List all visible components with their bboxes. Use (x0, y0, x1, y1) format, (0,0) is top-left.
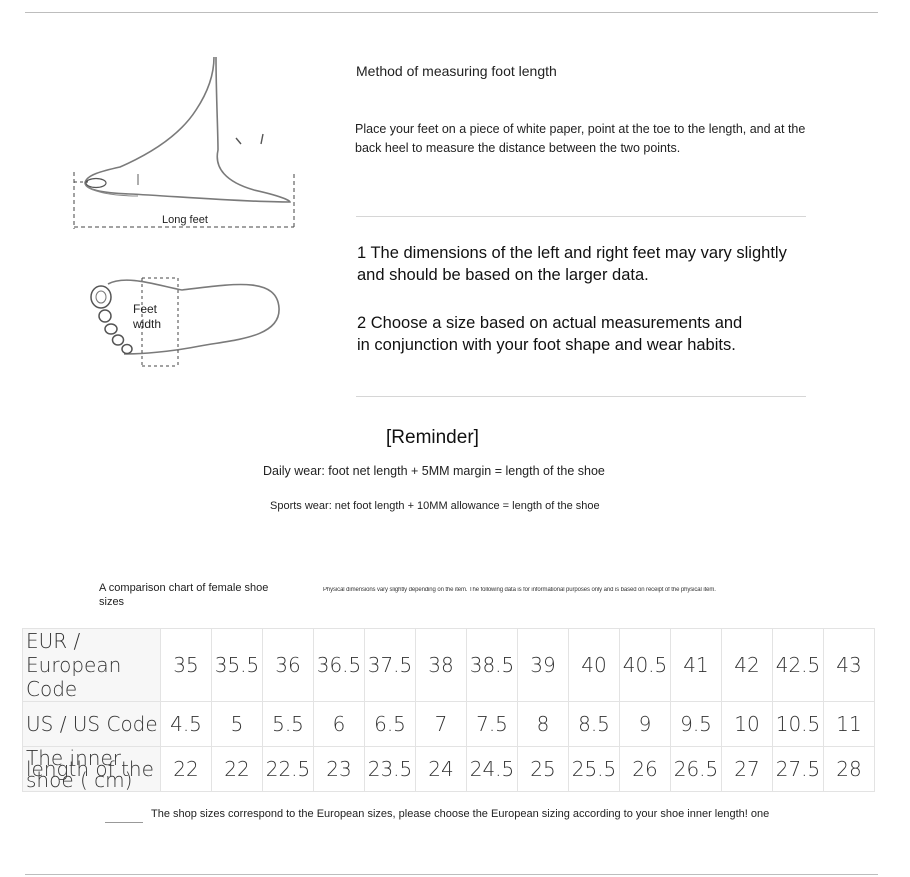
table-cell: 23.5 (365, 747, 416, 792)
feet-width-label-line1: Feet (133, 302, 158, 316)
table-cell: 22 (161, 747, 212, 792)
table-cell: 37.5 (365, 629, 416, 702)
feet-width-label-line2: width (133, 317, 162, 331)
bottom-divider (25, 874, 878, 875)
table-cell: 28 (824, 747, 875, 792)
table-cell: 27.5 (773, 747, 824, 792)
table-cell: 42.5 (773, 629, 824, 702)
note-1-line2: and should be based on the larger data. (357, 266, 649, 284)
table-cell: 26.5 (671, 747, 722, 792)
table-cell: 40.5 (620, 629, 671, 702)
top-divider (25, 12, 878, 13)
note-2-line1: 2 Choose a size based on actual measurements and (357, 314, 743, 332)
table-cell: 7 (416, 702, 467, 747)
table-cell: 8 (518, 702, 569, 747)
footer-note: The shop sizes correspond to the European sizes, please choose the European sizing according to your shoe inner length! one (151, 808, 770, 820)
table-cell: 24 (416, 747, 467, 792)
footer-blank-line (105, 822, 143, 823)
table-cell: 40 (569, 629, 620, 702)
note-1 (357, 242, 787, 286)
table-row-inner-length (23, 747, 875, 792)
table-cell: 24.5 (467, 747, 518, 792)
table-cell: 35 (161, 629, 212, 702)
measure-instruction: Place your feet on a piece of white paper, point at the toe to the length, and at the back heel to measure the distance between the two points. (355, 122, 806, 155)
table-cell: 7.5 (467, 702, 518, 747)
table-cell: 11 (824, 702, 875, 747)
table-cell: 6.5 (365, 702, 416, 747)
table-cell: 22.5 (263, 747, 314, 792)
long-feet-label: Long feet (162, 214, 208, 226)
table-cell: 36.5 (314, 629, 365, 702)
table-cell: 25.5 (569, 747, 620, 792)
note-2-line2: in conjunction with your foot shape and wear habits. (357, 336, 736, 354)
chart-title: A comparison chart of female shoe sizes (99, 582, 269, 608)
measure-title: Method of measuring foot length (356, 63, 557, 79)
note-1-line1: 1 The dimensions of the left and right feet may vary slightly (357, 244, 787, 262)
table-cell: 35.5 (212, 629, 263, 702)
table-cell: 23 (314, 747, 365, 792)
table-row-eur (23, 629, 875, 702)
row-label-inner-length: The inner length of the shoe ( cm) (23, 747, 161, 792)
size-chart-table (22, 628, 875, 792)
table-cell: 9 (620, 702, 671, 747)
table-cell: 41 (671, 629, 722, 702)
table-cell: 36 (263, 629, 314, 702)
table-cell: 5 (212, 702, 263, 747)
chart-note: Physical dimensions vary slightly depending on the item. The following data is for informational purposes only and is based on receipt of the physical item. (323, 587, 716, 593)
note-2 (357, 312, 742, 356)
table-cell: 22 (212, 747, 263, 792)
table-cell: 43 (824, 629, 875, 702)
divider-1 (356, 216, 806, 217)
table-cell: 38.5 (467, 629, 518, 702)
feet-width-label (133, 302, 161, 332)
table-cell: 42 (722, 629, 773, 702)
table-cell: 27 (722, 747, 773, 792)
divider-2 (356, 396, 806, 397)
table-cell: 9.5 (671, 702, 722, 747)
table-cell: 6 (314, 702, 365, 747)
row-label-us: US / US Code (23, 702, 161, 747)
table-cell: 10.5 (773, 702, 824, 747)
table-cell: 25 (518, 747, 569, 792)
table-cell: 39 (518, 629, 569, 702)
table-cell: 4.5 (161, 702, 212, 747)
foot-top-diagram (82, 272, 292, 372)
row-label-eur: EUR / European Code (23, 629, 161, 702)
table-cell: 38 (416, 629, 467, 702)
reminder-sports: Sports wear: net foot length + 10MM allowance = length of the shoe (270, 500, 600, 512)
reminder-daily: Daily wear: foot net length + 5MM margin = length of the shoe (263, 464, 605, 478)
reminder-title: [Reminder] (386, 427, 479, 448)
table-cell: 8.5 (569, 702, 620, 747)
table-cell: 26 (620, 747, 671, 792)
table-cell: 10 (722, 702, 773, 747)
table-row-us (23, 702, 875, 747)
table-cell: 5.5 (263, 702, 314, 747)
